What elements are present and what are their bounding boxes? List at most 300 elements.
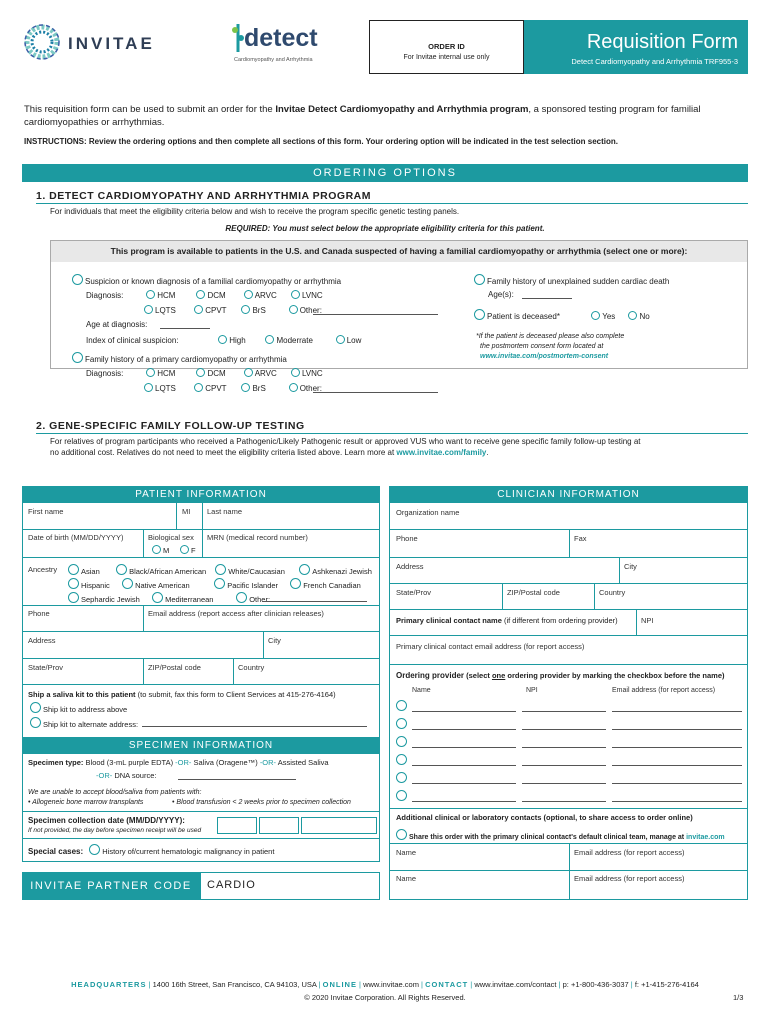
ship-option-1[interactable]	[30, 702, 127, 714]
divider	[569, 529, 570, 557]
radio-icon[interactable]	[236, 592, 247, 603]
provider-name-line[interactable]	[412, 729, 516, 730]
provider-row	[394, 718, 744, 732]
ordering-b: (select	[464, 671, 492, 680]
provider-name-line[interactable]	[412, 747, 516, 748]
ancestry-row-1	[68, 564, 372, 576]
ship-kit-note: (to submit, fax this form to Client Services at 415-276-4164)	[135, 690, 336, 699]
intro-a: This requisition form can be used to submit an order for the	[24, 104, 276, 115]
radio-icon[interactable]	[265, 335, 274, 344]
note-line-1: *If the patient is deceased please also complete	[476, 333, 625, 340]
specimen-type-label: Specimen type:	[28, 758, 84, 767]
partner-code-field[interactable]	[200, 872, 380, 900]
avail-header: This program is available to patients in the U.S. and Canada suspected of having a familial cardiomyopathy or arrhythmia (select one or more):	[51, 241, 747, 262]
anc-other-line[interactable]	[262, 601, 367, 602]
special-cases-label: Special cases:	[28, 847, 84, 856]
dx2-lvnc[interactable]	[291, 368, 323, 378]
ancestry-label: Ancestry	[28, 565, 58, 574]
provider-name-line[interactable]	[412, 765, 516, 766]
diagnosis-row-1	[86, 290, 323, 300]
clin-address-label: Address	[396, 562, 424, 571]
primary-contact-label: Primary clinical contact name	[396, 616, 502, 625]
dx-lqts-label: LQTS	[155, 306, 176, 315]
page-number: 1/3	[733, 993, 744, 1002]
provider-email-line[interactable]	[612, 783, 742, 784]
opt-family-history[interactable]	[72, 352, 287, 364]
anc-hispanic[interactable]	[68, 578, 120, 590]
provider-email-line[interactable]	[612, 801, 742, 802]
footer-fax: f: +1-415-276-4164	[634, 980, 699, 989]
date-day[interactable]	[259, 817, 299, 834]
radio-icon[interactable]	[152, 592, 163, 603]
radio-icon[interactable]	[72, 352, 83, 363]
sex-label: Biological sex	[148, 533, 194, 542]
unable-b2: • Blood transfusion < 2 weeks prior to specimen collection	[172, 799, 351, 806]
deceased-no[interactable]	[628, 311, 649, 321]
dx-lvnc-label: LVNC	[301, 291, 323, 300]
or-2: -OR-	[259, 758, 277, 767]
radio-icon[interactable]	[241, 383, 250, 392]
anc-sephardic-label: Sephardic Jewish	[81, 595, 140, 604]
idx-moderate[interactable]	[265, 335, 333, 345]
footer-online-label: ONLINE	[322, 980, 357, 989]
radio-icon[interactable]	[214, 578, 225, 589]
anc-pacific-label: Pacific Islander	[227, 581, 279, 590]
ancestry-row-3	[68, 592, 270, 604]
intro-program: Invitae Detect Cardiomyopathy and Arrhythmia program	[275, 104, 529, 115]
anc-other[interactable]	[236, 592, 270, 604]
dx2-hcm[interactable]	[146, 368, 194, 378]
dna-source-line[interactable]	[178, 779, 296, 780]
anc-pacific[interactable]	[214, 578, 288, 590]
opt-family-history-label: Family history of a primary cardiomyopathy or arrhythmia	[85, 355, 287, 364]
provider-row	[394, 772, 744, 786]
dx2-hcm-label: HCM	[157, 369, 176, 378]
first-name-label: First name	[28, 507, 64, 516]
idx-high[interactable]	[218, 335, 263, 345]
addl-email-2: Email address (for report access)	[574, 874, 685, 883]
dx2-lqts-label: LQTS	[155, 384, 176, 393]
dx-lqts[interactable]	[144, 305, 192, 315]
primary-contact-note: (if different from ordering provider)	[501, 616, 618, 625]
date-year[interactable]	[301, 817, 377, 834]
email-label: Email address (report access after clinician releases)	[148, 609, 324, 618]
radio-icon[interactable]	[396, 700, 407, 711]
diagnosis-label: Diagnosis:	[86, 291, 124, 300]
dx-other-label: Other:	[299, 306, 322, 315]
divider	[22, 684, 380, 685]
divider	[594, 583, 595, 609]
spec-blood[interactable]: Blood (3-mL purple EDTA)	[85, 758, 174, 767]
footer-phone: p: +1-800-436-3037	[562, 980, 629, 989]
deceased-yes[interactable]	[591, 311, 626, 321]
dx2-arvc-label: ARVC	[254, 369, 277, 378]
invitae-wordmark: INVITAE	[68, 34, 155, 53]
sex-f[interactable]	[180, 545, 196, 555]
sex-m[interactable]	[152, 545, 169, 555]
provider-name-line[interactable]	[412, 783, 516, 784]
clin-city-label: City	[624, 562, 637, 571]
radio-icon[interactable]	[30, 717, 41, 728]
radio-icon[interactable]	[144, 383, 153, 392]
divider	[502, 583, 503, 609]
prov-email-header: Email address (for report access)	[612, 687, 716, 694]
section2-rule	[36, 433, 748, 434]
section1-rule	[36, 203, 748, 204]
index-row	[86, 335, 361, 345]
diagnosis-row-4	[144, 383, 322, 393]
dx-dcm-label: DCM	[207, 291, 226, 300]
form-title-box	[524, 20, 748, 74]
provider-npi-line[interactable]	[522, 711, 606, 712]
ship-option-1-label: Ship kit to address above	[43, 705, 128, 714]
share-link[interactable]: invitae.com	[686, 834, 725, 841]
form-title: Requisition Form	[586, 31, 738, 53]
divider	[569, 843, 570, 870]
postmortem-note	[476, 332, 624, 362]
footer-contact-label: CONTACT	[425, 980, 469, 989]
divider	[389, 583, 748, 584]
radio-icon[interactable]	[299, 564, 310, 575]
anc-sephardic[interactable]	[68, 592, 150, 604]
clin-phone-label: Phone	[396, 534, 418, 543]
diagnosis-row-3	[86, 368, 323, 378]
dx-arvc-label: ARVC	[254, 291, 277, 300]
idx-low[interactable]	[336, 335, 362, 345]
radio-icon[interactable]	[289, 305, 298, 314]
required-note: REQUIRED: You must select below the appropriate eligibility criteria for this patient.	[225, 224, 545, 233]
radio-icon[interactable]	[194, 305, 203, 314]
or-3: -OR-	[96, 771, 113, 780]
divider	[389, 808, 748, 809]
s2-desc-end: .	[486, 448, 489, 457]
share-label: Share this order with the primary clinical contact's default clinical team, manage at	[409, 834, 687, 841]
patient-banner: PATIENT INFORMATION	[22, 486, 380, 503]
dna-row	[96, 771, 156, 780]
radio-icon[interactable]	[68, 592, 79, 603]
collection-date-boxes[interactable]	[217, 817, 377, 834]
intro-text	[24, 103, 750, 129]
idx-moderate-label: Moderrate	[276, 336, 313, 345]
dx-cpvt-label: CPVT	[205, 306, 227, 315]
radio-icon[interactable]	[196, 368, 205, 377]
divider	[22, 838, 380, 839]
opt-sudden-death-label: Family history of unexplained sudden cardiac death	[487, 277, 670, 286]
anc-native[interactable]	[122, 578, 212, 590]
section2-desc	[50, 436, 750, 458]
diagnosis-row-2	[144, 305, 322, 315]
provider-name-line[interactable]	[412, 711, 516, 712]
deceased-label: Patient is deceased*	[487, 312, 560, 321]
instructions: INSTRUCTIONS: Review the ordering options and then complete all sections of this form. Your ordering option will be indicated in the test selection section.	[24, 137, 618, 146]
prov-npi-header: NPI	[526, 687, 538, 694]
ages-line[interactable]	[522, 298, 572, 299]
partner-code-label: INVITAE PARTNER CODE	[22, 872, 200, 900]
radio-icon[interactable]	[116, 564, 127, 575]
order-id-box	[369, 20, 524, 74]
ship-kit-heading	[28, 690, 336, 699]
radio-icon[interactable]	[152, 545, 161, 554]
ship-kit-title: Ship a saliva kit to this patient	[28, 690, 136, 699]
additional-contacts-label: Additional clinical or laboratory contacts (optional, to share access to order online)	[396, 813, 693, 822]
provider-npi-line[interactable]	[522, 765, 606, 766]
anc-ashk[interactable]	[299, 564, 372, 576]
partner-code-value: CARDIO	[207, 879, 256, 891]
anc-native-label: Native American	[135, 581, 190, 590]
radio-icon[interactable]	[241, 305, 250, 314]
dob-label: Date of birth (MM/DD/YYYY)	[28, 533, 124, 542]
radio-icon[interactable]	[336, 335, 345, 344]
provider-row	[394, 736, 744, 750]
state-label: State/Prov	[28, 663, 64, 672]
dx2-brs-label: BrS	[252, 384, 266, 393]
provider-npi-line[interactable]	[522, 801, 606, 802]
anc-french-label: French Canadian	[303, 581, 361, 590]
diagnosis-label-2: Diagnosis:	[86, 369, 124, 378]
divider	[636, 609, 637, 635]
detect-wordmark: detect	[244, 24, 318, 52]
radio-icon[interactable]	[291, 290, 300, 299]
clin-zip-label: ZIP/Postal code	[507, 588, 560, 597]
divider	[22, 529, 380, 530]
detect-logo	[230, 22, 330, 67]
radio-icon[interactable]	[474, 274, 485, 285]
sex-f-label: F	[191, 546, 196, 555]
radio-icon[interactable]	[474, 309, 485, 320]
clinician-banner: CLINICIAN INFORMATION	[389, 486, 748, 503]
idx-high-label: High	[229, 336, 246, 345]
primary-contact-row	[396, 616, 618, 625]
radio-icon[interactable]	[244, 290, 253, 299]
radio-icon[interactable]	[290, 578, 301, 589]
unable-note: We are unable to accept blood/saliva from patients with:	[28, 789, 202, 796]
anc-ashk-label: Ashkenazi Jewish	[312, 567, 372, 576]
radio-icon[interactable]	[291, 368, 300, 377]
radio-icon[interactable]	[68, 564, 79, 575]
dx2-other-label: Other:	[299, 384, 322, 393]
radio-icon[interactable]	[215, 564, 226, 575]
divider	[263, 631, 264, 658]
clin-country-label: Country	[599, 588, 626, 597]
provider-email-line[interactable]	[612, 747, 742, 748]
spec-assisted[interactable]: Assisted Saliva	[277, 758, 329, 767]
radio-icon[interactable]	[68, 578, 79, 589]
dx2-dcm[interactable]	[196, 368, 241, 378]
age-dx-line[interactable]	[160, 328, 210, 329]
collection-note: If not provided, the day before specimen receipt will be used	[28, 827, 202, 834]
npi-label: NPI	[641, 616, 654, 625]
invitae-logo-icon	[22, 22, 62, 62]
divider	[143, 658, 144, 684]
radio-icon[interactable]	[122, 578, 133, 589]
anc-french[interactable]	[290, 578, 361, 590]
radio-icon[interactable]	[396, 829, 407, 840]
radio-icon[interactable]	[244, 368, 253, 377]
dx2-cpvt-label: CPVT	[205, 384, 227, 393]
radio-icon[interactable]	[628, 311, 637, 320]
mi-label: MI	[182, 507, 191, 516]
dx-brs[interactable]	[241, 305, 286, 315]
hema-label: History of/current hematologic malignancy in patient	[102, 847, 275, 856]
divider	[619, 557, 620, 583]
divider	[22, 557, 380, 558]
divider	[233, 658, 234, 684]
divider	[389, 635, 748, 636]
dx2-arvc[interactable]	[244, 368, 289, 378]
anc-black-label: Black/African American	[129, 567, 207, 576]
age-dx: Age at diagnosis:	[86, 320, 148, 329]
radio-icon[interactable]	[146, 290, 155, 299]
collection-label: Specimen collection date (MM/DD/YYYY):	[28, 816, 185, 825]
radio-icon[interactable]	[30, 702, 41, 713]
opt-suspicion-label: Suspicion or known diagnosis of a familial cardiomyopathy or arrhythmia	[85, 277, 342, 286]
divider	[389, 609, 748, 610]
primary-email-label: Primary clinical contact email address (for report access)	[396, 642, 585, 651]
radio-icon[interactable]	[396, 754, 407, 765]
radio-icon[interactable]	[218, 335, 227, 344]
clin-state-label: State/Prov	[396, 588, 432, 597]
dx2-other-line[interactable]	[313, 392, 438, 393]
dx-cpvt[interactable]	[194, 305, 239, 315]
radio-icon[interactable]	[591, 311, 600, 320]
dx-brs-label: BrS	[252, 306, 266, 315]
provider-npi-line[interactable]	[522, 783, 606, 784]
footer-hq-label: HEADQUARTERS	[71, 980, 147, 989]
dx-other-line[interactable]	[313, 314, 438, 315]
dx2-lvnc-label: LVNC	[301, 369, 323, 378]
ordering-banner: ORDERING OPTIONS	[22, 164, 748, 182]
radio-icon[interactable]	[144, 305, 153, 314]
or-1: -OR-	[175, 758, 192, 767]
anc-black[interactable]	[116, 564, 213, 576]
footer-online-link[interactable]: www.invitae.com	[363, 980, 419, 989]
unable-b1: • Allogeneic bone marrow transplants	[28, 799, 144, 806]
radio-icon[interactable]	[194, 383, 203, 392]
postmortem-link[interactable]: www.invitae.com/postmortem-consent	[480, 353, 609, 360]
dx-arvc[interactable]	[244, 290, 289, 300]
divider	[389, 557, 748, 558]
ordering-provider-label: Ordering provider	[396, 671, 465, 680]
last-name-label: Last name	[207, 507, 243, 516]
anc-asian-label: Asian	[81, 567, 100, 576]
divider	[202, 529, 203, 557]
radio-icon[interactable]	[146, 368, 155, 377]
form-subtitle: Detect Cardiomyopathy and Arrhythmia TRF955-3	[571, 57, 738, 66]
provider-row	[394, 754, 744, 768]
order-id-subtitle: For Invitae internal use only	[403, 54, 490, 61]
anc-med-label: Mediterranean	[165, 595, 214, 604]
section2-title: 2. GENE-SPECIFIC FAMILY FOLLOW-UP TESTING	[36, 420, 305, 432]
radio-icon[interactable]	[89, 844, 100, 855]
radio-icon[interactable]	[196, 290, 205, 299]
addl-email-1: Email address (for report access)	[574, 848, 685, 857]
divider	[202, 503, 203, 529]
specimen-type-row	[28, 758, 329, 767]
share-row[interactable]	[396, 829, 725, 841]
radio-icon[interactable]	[396, 772, 407, 783]
provider-name-line[interactable]	[412, 801, 516, 802]
dx-lvnc[interactable]	[291, 290, 323, 300]
specimen-banner: SPECIMEN INFORMATION	[22, 737, 380, 754]
dx-hcm-label: HCM	[157, 291, 176, 300]
footer-copyright: © 2020 Invitae Corporation. All Rights Reserved.	[304, 993, 466, 1002]
footer-contact-link[interactable]: www.invitae.com/contact	[474, 980, 557, 989]
anc-asian[interactable]	[68, 564, 114, 576]
dx-hcm[interactable]	[146, 290, 194, 300]
radio-icon[interactable]	[289, 383, 298, 392]
provider-email-line[interactable]	[612, 765, 742, 766]
divider	[176, 503, 177, 529]
divider	[22, 658, 380, 659]
opt-sudden-death[interactable]	[474, 274, 669, 286]
divider	[389, 664, 748, 665]
address-label: Address	[28, 636, 56, 645]
special-cases-row	[28, 844, 274, 856]
ship-option-2-label: Ship kit to alternate address:	[43, 720, 139, 729]
divider	[143, 529, 144, 557]
radio-icon[interactable]	[396, 736, 407, 747]
addl-name-1: Name	[396, 848, 417, 857]
anc-white-label: White/Caucasian	[228, 567, 285, 576]
opt-suspicion[interactable]	[72, 274, 341, 286]
radio-icon[interactable]	[396, 718, 407, 729]
divider	[22, 811, 380, 812]
dx2-dcm-label: DCM	[207, 369, 226, 378]
phone-label: Phone	[28, 609, 50, 618]
ship-option-2[interactable]	[30, 717, 138, 729]
section1-title: 1. DETECT CARDIOMYOPATHY AND ARRHYTHMIA PROGRAM	[36, 190, 372, 202]
radio-icon[interactable]	[180, 545, 189, 554]
provider-email-line[interactable]	[612, 711, 742, 712]
s2-desc-a: For relatives of program participants who received a Pathogenic/Likely Pathogenic result or approved VUS who want to receive gene specific family follow-up testing at	[50, 437, 641, 446]
anc-white[interactable]	[215, 564, 297, 576]
ages-label: Age(s):	[488, 290, 514, 299]
family-link[interactable]: www.invitae.com/family	[396, 448, 487, 457]
dx2-brs[interactable]	[241, 383, 286, 393]
mrn-label: MRN (medical record number)	[207, 533, 308, 542]
provider-npi-line[interactable]	[522, 747, 606, 748]
anc-hispanic-label: Hispanic	[81, 581, 110, 590]
index-label: Index of clinical suspicion:	[86, 336, 179, 345]
intro-c: , a sponsored testing program for familial cardiomyopathies or arrhythmias.	[24, 104, 701, 128]
provider-npi-line[interactable]	[522, 729, 606, 730]
dx-dcm[interactable]	[196, 290, 241, 300]
date-month[interactable]	[217, 817, 257, 834]
invitae-logo	[22, 22, 172, 62]
s2-desc-b: no additional cost. Relatives do not need to meet the eligibility criteria listed above. Learn more at	[50, 448, 397, 457]
dx2-lqts[interactable]	[144, 383, 192, 393]
city-label: City	[268, 636, 281, 645]
alt-address-line[interactable]	[142, 726, 367, 727]
note-line-2: the postmortem consent form located at	[480, 343, 604, 350]
dx2-cpvt[interactable]	[194, 383, 239, 393]
spec-saliva[interactable]: Saliva (Oragene™)	[193, 758, 258, 767]
anc-med[interactable]	[152, 592, 234, 604]
ordering-one: one	[491, 671, 506, 680]
provider-email-line[interactable]	[612, 729, 742, 730]
deceased-option[interactable]	[474, 309, 589, 321]
order-id-title: ORDER ID	[428, 42, 465, 51]
radio-icon[interactable]	[72, 274, 83, 285]
divider	[569, 870, 570, 900]
anc-other-label: Other:	[249, 595, 271, 604]
radio-icon[interactable]	[396, 790, 407, 801]
ordering-c: ordering provider by marking the checkbox before the name)	[505, 671, 725, 680]
provider-row	[394, 700, 744, 714]
addl-name-2: Name	[396, 874, 417, 883]
idx-low-label: Low	[346, 336, 362, 345]
provider-row	[394, 790, 744, 804]
